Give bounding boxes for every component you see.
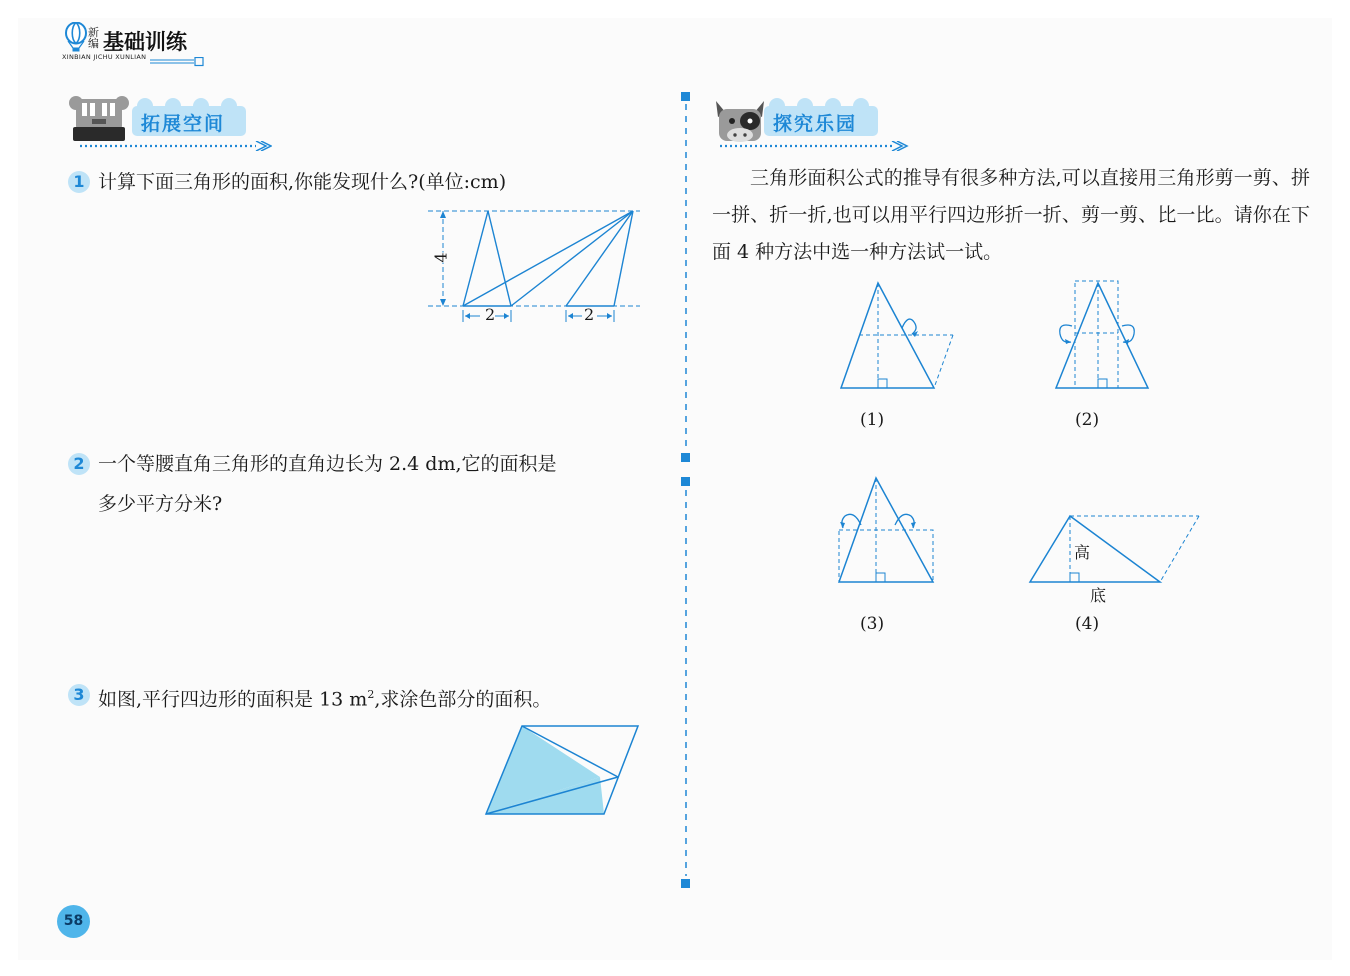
brand-title: 基础训练 [103,30,187,54]
question-1-triangles-figure [420,200,650,335]
left-section-dotted-rule [80,136,272,146]
question-3-text-b: ,求涂色部分的面积。 [374,688,552,711]
figure-4-caption: (4) [1075,614,1100,634]
question-1-base-label-2: 2 [584,305,595,324]
question-3-text-a: 如图,平行四边形的面积是 13 m [98,688,368,711]
question-1-number: 1 [68,171,90,193]
right-section-title: 探究乐园 [773,113,858,135]
figure-2-triangle-fold [1050,278,1160,393]
question-1-base-label-1: 2 [485,305,496,324]
figure-4-parallelogram [1025,510,1205,588]
right-paragraph: 三角形面积公式的推导有很多种方法,可以直接用三角形剪一剪、拼一拼、折一折,也可以用平行四边形折一折、剪一剪、比一比。请你在下面 4 种方法中选一种方法试一试。 [712,167,1310,263]
brand-new-label: 新编 [88,26,99,50]
figure-1-triangle-fold [835,278,960,393]
balloon-logo-icon [64,22,88,52]
right-section-dotted-rule [720,136,912,146]
figure-1-caption: (1) [860,410,885,430]
question-3-text [98,675,678,719]
question-3-number: 3 [68,684,90,706]
figure-2-caption: (2) [1075,410,1100,430]
question-2-number: 2 [68,453,90,475]
brand-underline-decoration [150,52,205,62]
figure-3-triangle-fold [833,470,943,588]
figure-3-caption: (3) [860,614,885,634]
figure-4-base-label: 底 [1090,586,1107,605]
figure-4-height-label: 高 [1074,543,1091,562]
question-3-parallelogram-figure [480,720,645,820]
center-divider [679,88,693,893]
question-1-text: 计算下面三角形的面积,你能发现什么?(单位:cm) [98,171,507,193]
left-section-title: 拓展空间 [141,113,226,135]
question-1-height-label: 4 [431,252,451,263]
page-number: 58 [57,905,90,938]
brand-subtitle: XINBIAN JICHU XUNLIAN [62,53,147,61]
question-3-superscript: 2 [367,688,375,701]
question-2-line-1: 一个等腰直角三角形的直角边长为 2.4 dm,它的面积是 [98,453,557,475]
question-2-line-2: 多少平方分米? [98,493,223,515]
